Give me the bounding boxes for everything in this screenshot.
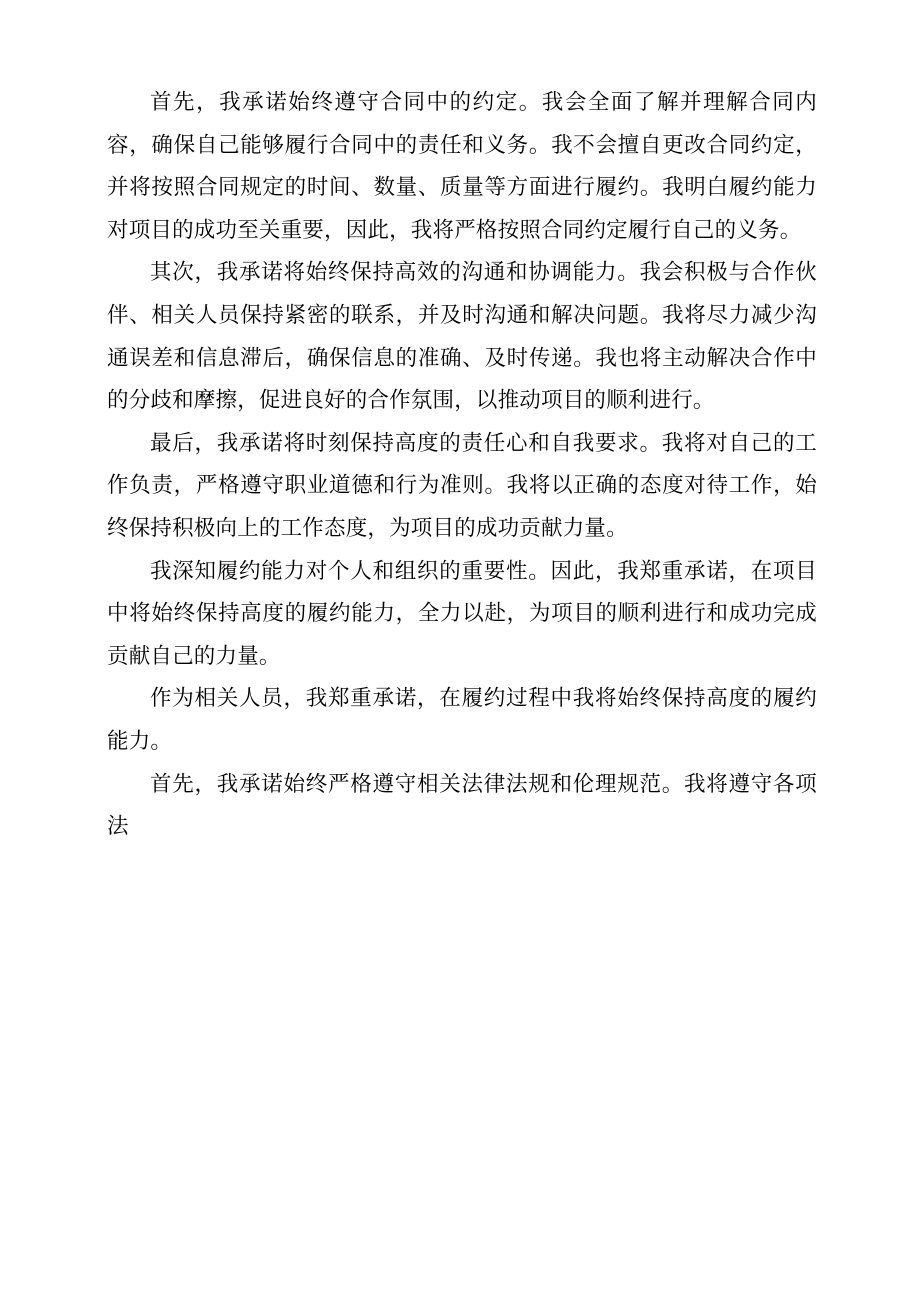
document-body — [107, 82, 817, 849]
paragraph-legal-compliance: 首先，我承诺始终严格遵守相关法律法规和伦理规范。我将遵守各项法 — [107, 771, 817, 840]
paragraph-contract-compliance: 首先，我承诺始终遵守合同中的约定。我会全面了解并理解合同内容，确保自己能够履行合同中的责任和义务。我不会擅自更改合同约定，并将按照合同规定的时间、数量、质量等方面进行履约。我明白履约能力对项目的成功至关重要，因此，我将严格按照合同约定履行自己的义务。 — [107, 90, 817, 243]
paragraph-commitment: 作为相关人员，我郑重承诺，在履约过程中我将始终保持高度的履约能力。 — [107, 686, 817, 754]
paragraph-communication: 其次，我承诺将始终保持高效的沟通和协调能力。我会积极与合作伙伴、相关人员保持紧密的联系，并及时沟通和解决问题。我将尽力减少沟通误差和信息滞后，确保信息的准确、及时传递。我也将主动解决合作中的分歧和摩擦，促进良好的合作氛围，以推动项目的顺利进行。 — [107, 260, 817, 414]
paragraph-importance: 我深知履约能力对个人和组织的重要性。因此，我郑重承诺，在项目中将始终保持高度的履约能力，全力以赴，为项目的顺利进行和成功完成贡献自己的力量。 — [107, 558, 817, 669]
paragraph-responsibility: 最后，我承诺将时刻保持高度的责任心和自我要求。我将对自己的工作负责，严格遵守职业道德和行为准则。我将以正确的态度对待工作，始终保持积极向上的工作态度，为项目的成功贡献力量。 — [107, 430, 817, 541]
